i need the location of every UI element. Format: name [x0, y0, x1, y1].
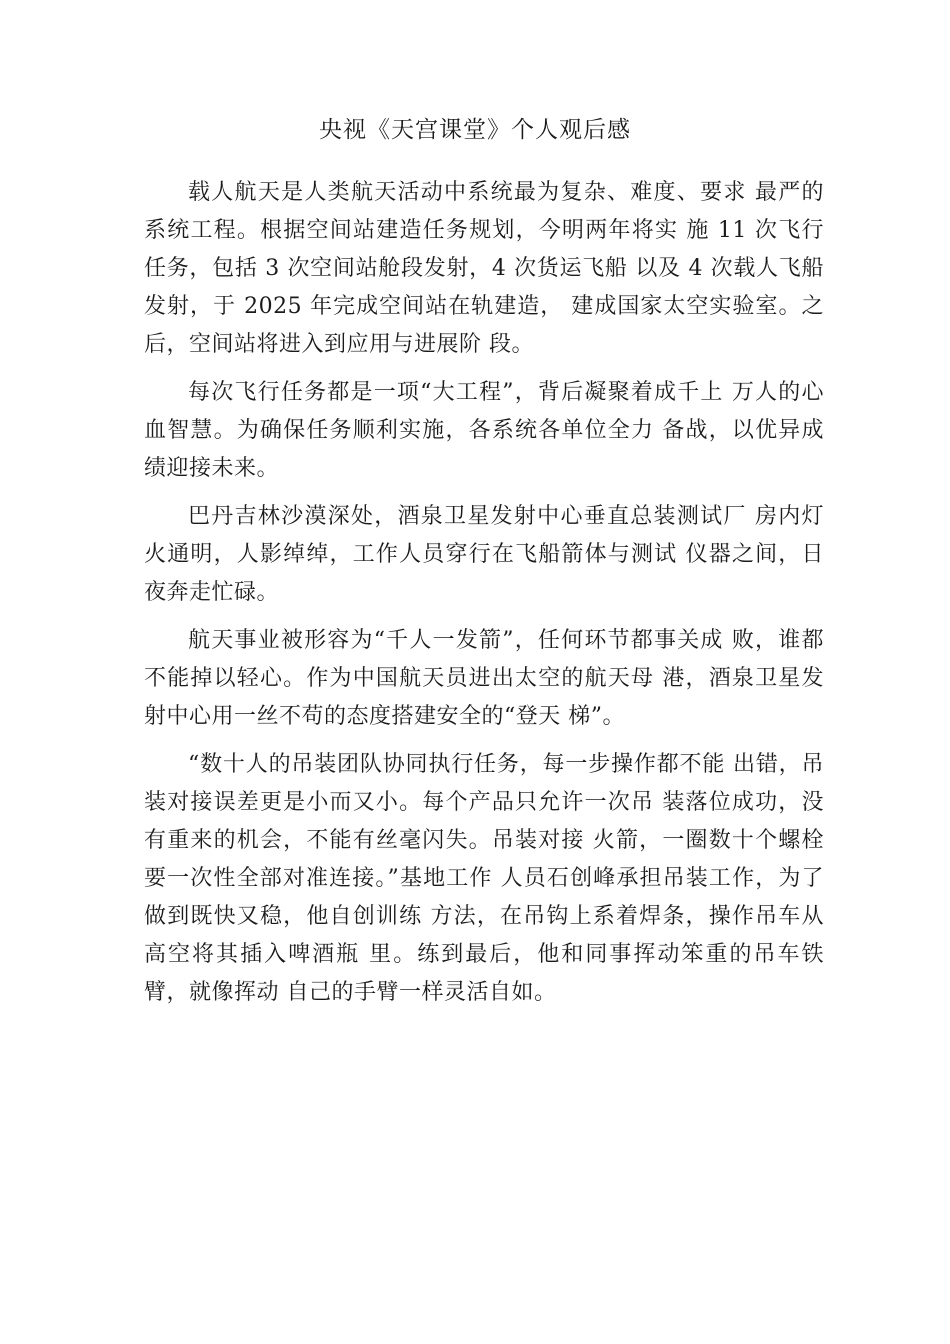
document-body — [144, 174, 824, 1022]
paragraph-1: 载人航天是人类航天活动中系统最为复杂、难度、要求 最严的系统工程。根据空间站建造任务规划，今明两年将实 施 11 次飞行任务，包括 3 次空间站舱段发射，4 次货运飞船 以及 4 次载人飞船发射，于 2025 年完成空间站在轨建造， 建成国家太空实验室。之后，空间站将进入到应用与进展阶 段。 — [144, 180, 824, 357]
paragraph-4: 航天事业被形容为“千人一发箭”，任何环节都事关成 败，谁都不能掉以轻心。作为中国航天员进出太空的航天母 港，酒泉卫星发射中心用一丝不苟的态度搭建安全的“登天 梯”。 — [144, 628, 824, 729]
paragraph-5: “数十人的吊装团队协同执行任务，每一步操作都不能 出错，吊装对接误差更是小而又小。每个产品只允许一次吊 装落位成功，没有重来的机会，不能有丝毫闪失。吊装对接 火箭，一圈数十个螺栓要一次性全部对准连接。”基地工作 人员石创峰承担吊装工作，为了做到既快又稳，他自创训练 方法，在吊钩上系着焊条，操作吊车从高空将其插入啤酒瓶 里。练到最后，他和同事挥动笨重的吊车铁臂，就像挥动 自己的手臂一样灵活自如。 — [144, 752, 824, 1005]
document-title: 央视《天宫课堂》个人观后感 — [319, 117, 631, 143]
paragraph-2: 每次飞行任务都是一项“大工程”，背后凝聚着成千上 万人的心血智慧。为确保任务顺利实施，各系统各单位全力 备战，以优异成绩迎接未来。 — [144, 380, 824, 481]
paragraph-3: 巴丹吉林沙漠深处，酒泉卫星发射中心垂直总装测试厂 房内灯火通明，人影绰绰，工作人员穿行在飞船箭体与测试 仪器之间，日夜奔走忙碌。 — [144, 504, 824, 605]
